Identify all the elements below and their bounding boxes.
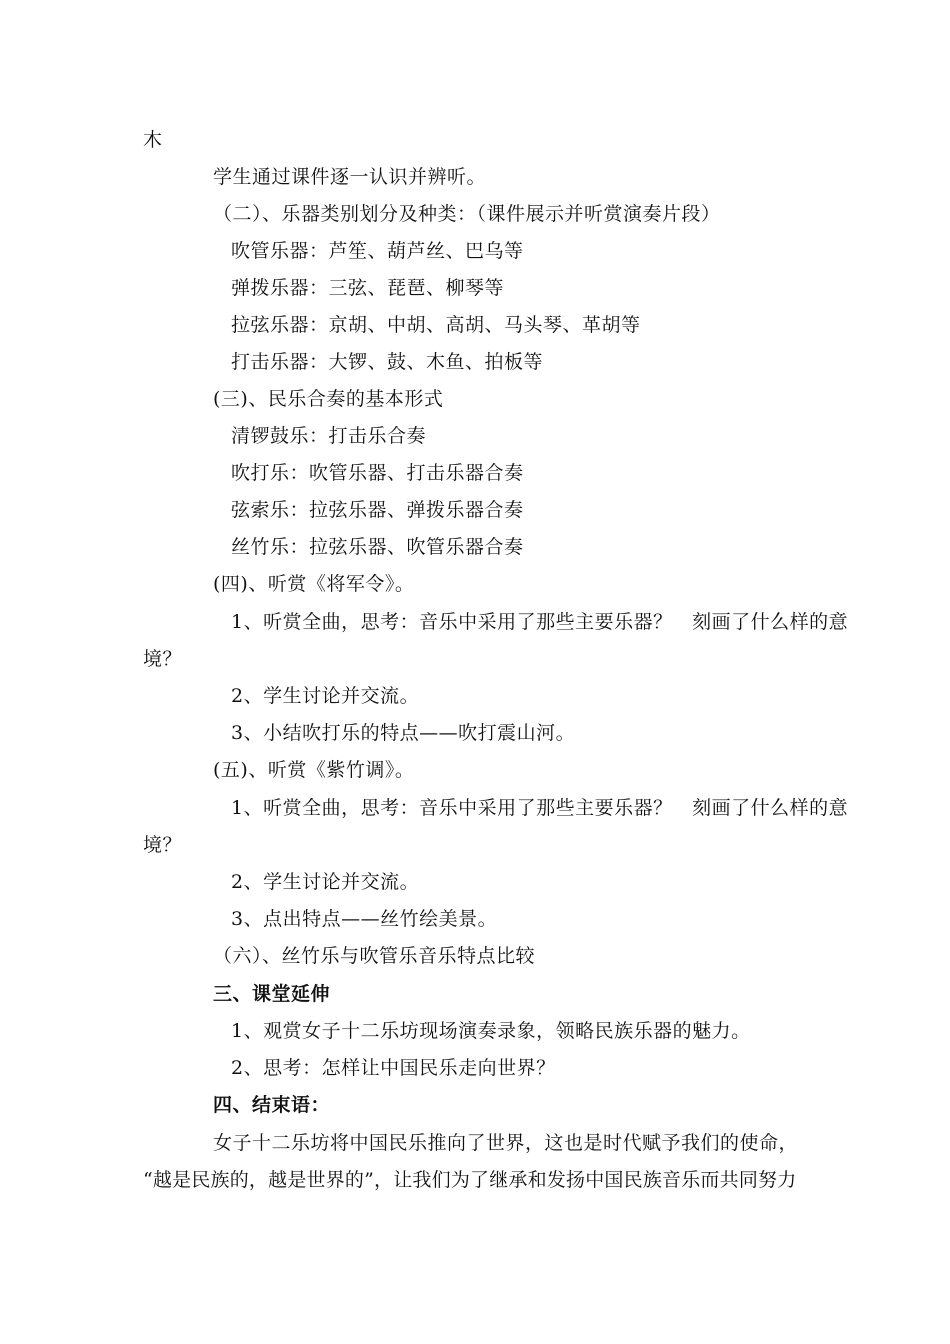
section-heading: （六）、丝竹乐与吹管乐音乐特点比较: [213, 945, 536, 967]
text-line: 木: [143, 129, 163, 151]
text-line: 境？: [143, 648, 183, 670]
text-line: 弹拨乐器：三弦、琵琶、柳琴等: [231, 277, 505, 299]
section-heading: (五)、听赏《紫竹调》。: [213, 759, 415, 781]
section-heading: (三)、民乐合奏的基本形式: [213, 388, 444, 410]
text-line: 吹打乐：吹管乐器、打击乐器合奏: [231, 462, 524, 484]
text-line: 境？: [143, 834, 183, 856]
text-line: 1、观赏女子十二乐坊现场演奏录象，领略民族乐器的魅力。: [231, 1020, 751, 1042]
text-line: 吹管乐器：芦笙、葫芦丝、巴乌等: [231, 240, 524, 262]
text-line: 拉弦乐器：京胡、中胡、高胡、马头琴、革胡等: [231, 314, 641, 336]
text-line: “越是民族的，越是世界的”，让我们为了继承和发扬中国民族音乐而共同努力: [143, 1169, 797, 1191]
section-heading: （二）、乐器类别划分及种类：（课件展示并听赏演奏片段）: [213, 203, 721, 225]
text-line: 2、学生讨论并交流。: [231, 685, 420, 707]
text-line: 3、小结吹打乐的特点——吹打震山河。: [231, 722, 576, 744]
text-line: 2、学生讨论并交流。: [231, 871, 420, 893]
text-line: 1、听赏全曲，思考：音乐中采用了那些主要乐器？ 刻画了什么样的意: [231, 611, 849, 633]
text-line: 清锣鼓乐：打击乐合奏: [231, 425, 427, 447]
text-line: 弦索乐：拉弦乐器、弹拨乐器合奏: [231, 499, 524, 521]
section-heading-bold: 四、结束语：: [213, 1094, 331, 1116]
text-line: 丝竹乐：拉弦乐器、吹管乐器合奏: [231, 536, 524, 558]
text-line: 2、思考：怎样让中国民乐走向世界？: [231, 1057, 556, 1079]
text-line: 学生通过课件逐一认识并辨听。: [213, 166, 487, 188]
section-heading: (四)、听赏《将军令》。: [213, 573, 415, 595]
text-line: 女子十二乐坊将中国民乐推向了世界，这也是时代赋予我们的使命，: [213, 1132, 799, 1154]
text-line: 打击乐器：大锣、鼓、木鱼、拍板等: [231, 351, 544, 373]
section-heading-bold: 三、课堂延伸: [213, 983, 331, 1005]
text-line: 1、听赏全曲，思考：音乐中采用了那些主要乐器？ 刻画了什么样的意: [231, 797, 849, 819]
text-line: 3、点出特点——丝竹绘美景。: [231, 908, 498, 930]
